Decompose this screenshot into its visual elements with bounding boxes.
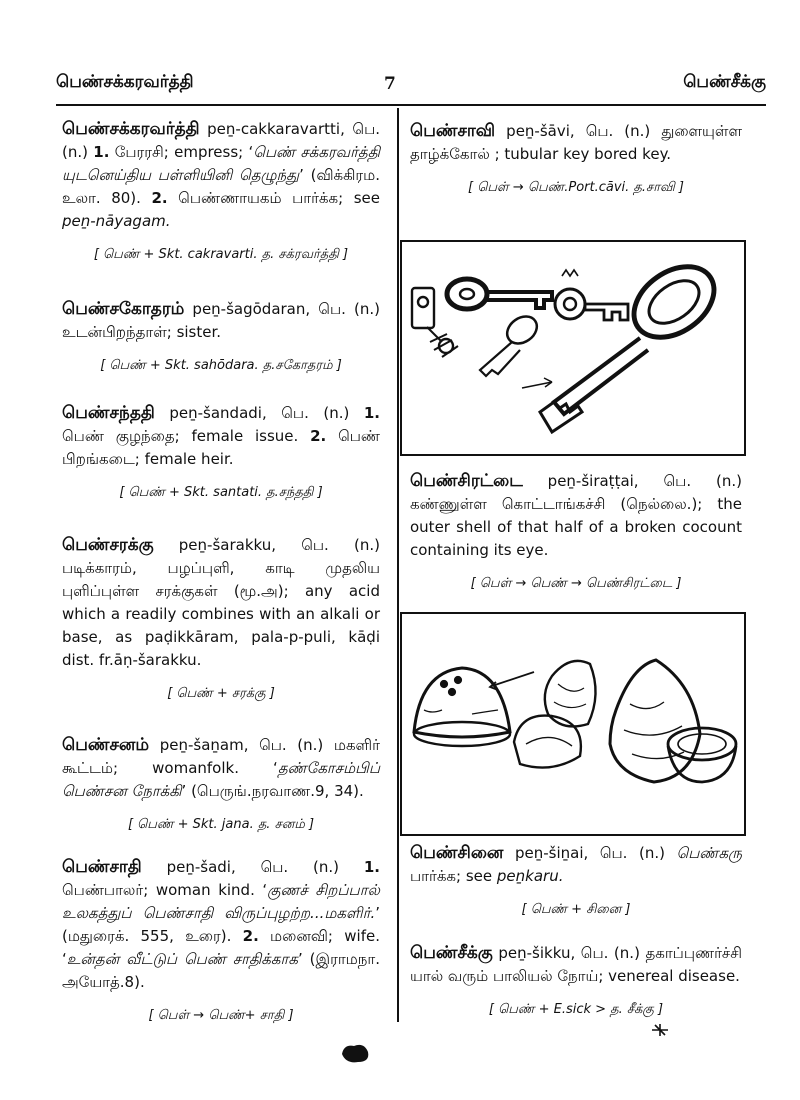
entry-pensanthathi <box>62 402 380 504</box>
headword: பெண்சாதி <box>62 857 142 877</box>
etymology: [ பெண் + Skt. cakravarti. த. சக்ரவர்த்தி ] <box>93 247 349 262</box>
headword: பெண்சந்ததி <box>62 403 155 423</box>
header-rule <box>56 104 766 106</box>
coconut-whole-icon <box>610 660 700 782</box>
entry-definition <box>410 942 742 988</box>
etymology: [ பெண் + Skt. santati. த.சந்ததி ] <box>119 485 323 500</box>
quotation-text: peṉ-nāyagam. <box>62 212 171 230</box>
entry-definition <box>62 734 380 803</box>
definition-text: 2. <box>242 927 259 945</box>
definition-text: ’ (இராமநா. அயோத்.8). <box>62 950 380 991</box>
headword: பெண்சிரட்டை <box>410 471 523 491</box>
entry-definition <box>62 298 380 344</box>
definition-text: தகாப்புணர்ச்சி யால் வரும் பாலியல் நோய்; venereal disease. <box>410 944 742 985</box>
entry-pensanam <box>62 734 380 836</box>
entry-definition <box>62 402 380 471</box>
key-icon <box>555 289 585 319</box>
definition-text: மனைவி; wife. ‘ <box>62 927 380 968</box>
definition-text: மகளிர் கூட்டம்; womanfolk. ‘ <box>62 736 380 777</box>
quotation-text: peṉkaru. <box>496 867 564 885</box>
etymology: [ பெண் + சரக்கு ] <box>167 686 275 701</box>
column-divider <box>397 108 399 1022</box>
etymology: [ பெள் → பெண்+ சாதி ] <box>148 1008 294 1023</box>
etymology: [ பெண் + Skt. sahōdara. த.சகோதரம் ] <box>100 358 342 373</box>
definition-text: 1. <box>93 143 110 161</box>
transliteration: peṉ-šāvi, <box>506 122 575 140</box>
transliteration: peṉ-šandadi, <box>169 404 267 422</box>
entry-pensarakku <box>62 534 380 705</box>
definition-text: பெண்ணாயகம் பார்க்க; see <box>167 189 380 207</box>
quotation-text: தண்கோசம்பிப் பெண்சன நோக்கி <box>62 759 380 800</box>
entry-pensirattai <box>410 470 742 595</box>
definition-text: 1. <box>363 404 380 422</box>
transliteration: peṉ-šagōdaran, <box>192 300 311 318</box>
headword: பெண்சனம் <box>62 735 150 755</box>
etymology: [ பெண் + Skt. jana. த. சனம் ] <box>127 817 315 832</box>
definition-text: பெண் பிறங்கடை; female heir. <box>62 427 380 468</box>
definition-text: 2. <box>151 189 168 207</box>
part-of-speech: பெ. (n.) <box>585 122 651 140</box>
transliteration: peṉ-šiṉai, <box>514 844 589 862</box>
definition-text: துளையுள்ள தாழ்க்கோல் ; tubular key bored key. <box>410 122 742 163</box>
entry-penchakkaravarththi <box>62 118 380 266</box>
entry-pensaathi <box>62 856 380 1027</box>
page-number: 7 <box>384 74 396 94</box>
part-of-speech: பெ. (n.) <box>259 736 324 754</box>
guide-word-right: பெண்சீக்கு <box>683 72 766 92</box>
etymology: [ பெள் → பெண்.Port.cāvi. த.சாவி ] <box>468 180 684 195</box>
part-of-speech: பெ. (n.) <box>663 472 742 490</box>
definition-text: கண்ணுள்ள கொட்டாங்கச்சி (நெல்லை.); the outer shell of that half of a broken cocount containing its eye. <box>410 495 742 559</box>
etymology: [ பெண் + E.sick > த. சீக்கு ] <box>488 1002 664 1017</box>
etymology: [ பெண் + சினை ] <box>521 902 631 917</box>
transliteration: peṉ-šadi, <box>166 858 236 876</box>
headword: பெண்சகோதரம் <box>62 299 185 319</box>
entry-definition <box>410 120 742 166</box>
part-of-speech: பெ. (n.) <box>260 858 339 876</box>
transliteration: peṉ-širaṭṭai, <box>547 472 639 490</box>
part-of-speech: பெ. (n.) <box>318 300 380 318</box>
definition-text: ’ (விக்கிரம. உலா. 80). <box>62 166 380 207</box>
headword: பெண்சக்கரவர்த்தி <box>62 119 200 139</box>
guide-word-left: பெண்சக்கரவர்த்தி <box>56 72 194 92</box>
definition-text: பெண்பாலர்; woman kind. ‘ <box>62 881 268 899</box>
ink-blot <box>338 1040 372 1066</box>
entry-definition <box>410 470 742 562</box>
key-icon <box>447 279 487 309</box>
definition-text: ’ (மதுரைக். 555, உரை). <box>62 904 380 945</box>
entry-penseekku <box>410 942 742 1021</box>
part-of-speech: பெ. (n.) <box>301 536 380 554</box>
ink-speck <box>650 1022 670 1038</box>
part-of-speech: பெ. (n.) <box>580 944 640 962</box>
headword: பெண்சினை <box>410 843 504 863</box>
definition-text: 1. <box>363 858 380 876</box>
definition-text: படிக்காரம், பழப்புளி, காடி முதலிய புளிப்புள்ள சரக்குகள் (மூ.அ); any acid which a readily combines with an alkali or base, as paḍikkāram, pala-p-puli, kāḍi dist. fr.āṇ-šarakku. <box>62 559 380 669</box>
big-key-icon <box>621 252 728 352</box>
coconut-half-icon <box>514 716 581 768</box>
headword: பெண்சரக்கு <box>62 535 154 555</box>
entry-definition <box>62 534 380 672</box>
definition-text: பார்க்க; see <box>410 867 497 885</box>
coconut-illustration <box>400 612 746 836</box>
part-of-speech: பெ. (n.) <box>599 844 665 862</box>
entry-definition <box>62 118 380 233</box>
transliteration: peṉ-cakkaravartti, <box>207 120 345 138</box>
coconut-drawing <box>402 614 744 834</box>
part-of-speech: பெ. (n.) <box>281 404 350 422</box>
entry-definition <box>62 856 380 994</box>
transliteration: peṉ-šaṉam, <box>159 736 249 754</box>
entry-pensagotharam <box>62 298 380 377</box>
definition-text: உடன்பிறந்தாள்; sister. <box>62 323 222 341</box>
quotation-text: பெண் சக்கரவர்த்தி யுடனெய்திய பள்ளியினி தெழுந்து <box>62 143 380 184</box>
keys-drawing <box>402 242 744 454</box>
entry-pensaavi <box>410 120 742 199</box>
headword: பெண்சீக்கு <box>410 943 493 963</box>
definition-text: பெண் குழந்தை; female issue. <box>62 427 311 445</box>
definition-text: 2. <box>310 427 327 445</box>
quotation-text: பெண்கரு <box>676 844 742 862</box>
quotation-text: உன்தன் வீட்டுப் பெண் சாதிக்காக <box>66 950 298 968</box>
keys-illustration <box>400 240 746 456</box>
quotation-text: குணச் சிறப்பால் உலகத்துப் பெண்சாதி விருப்புழற்ற...மகளிர். <box>62 881 380 922</box>
entry-pensinai <box>410 842 742 921</box>
part-of-speech: பெ. (n.) <box>62 120 380 161</box>
transliteration: peṉ-šarakku, <box>178 536 277 554</box>
headword: பெண்சாவி <box>410 121 496 141</box>
etymology: [ பெள் → பெண் → பெண்சிரட்டை ] <box>470 576 682 591</box>
definition-text: பேரரசி; empress; ‘ <box>109 143 254 161</box>
definition-text: ’ (பெருங்.நரவாண.9, 34). <box>181 782 364 800</box>
key-icon <box>502 311 542 349</box>
transliteration: peṉ-šikku, <box>498 944 576 962</box>
entry-definition <box>410 842 742 888</box>
